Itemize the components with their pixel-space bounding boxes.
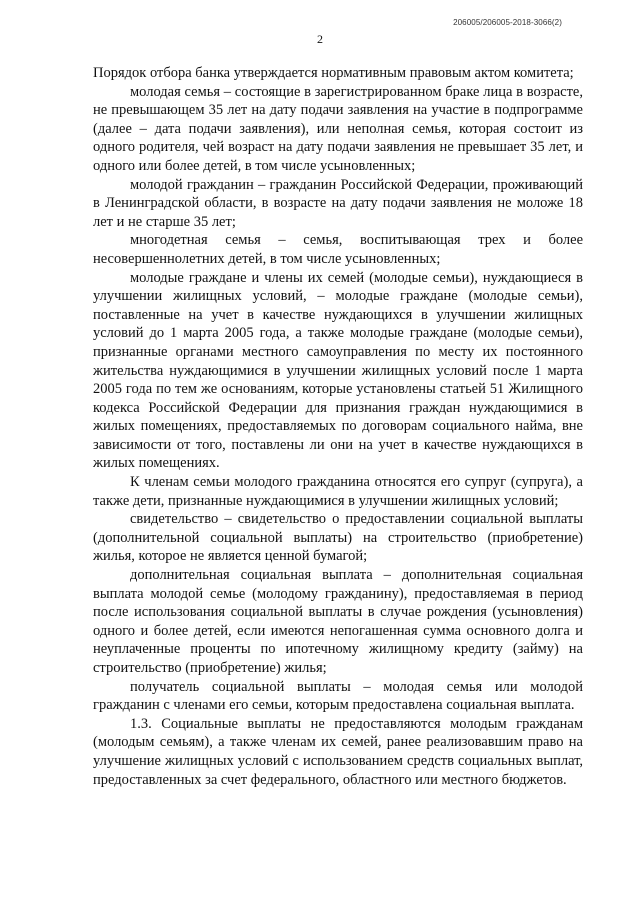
paragraph: молодой гражданин – гражданин Российской Федерации, проживающий в Ленинградской области, в возрасте на дату подачи заявления не моложе 18 лет и не старше 35 лет; [93,176,583,230]
paragraph: свидетельство – свидетельство о предоставлении социальной выплаты (дополнительной социальной выплаты) на строительство (приобретение) жилья, которое не является ценной бумагой; [93,511,583,565]
document-body [93,64,583,789]
paragraph: многодетная семья – семья, воспитывающая трех и более несовершеннолетних детей, в том числе усыновленных; [93,232,583,267]
paragraph: получатель социальной выплаты – молодая семья или молодой гражданин с членами его семьи, которым предоставлена социальная выплата. [93,678,583,714]
paragraph: 1.3. Социальные выплаты не предоставляются молодым гражданам (молодым семьям), а также членам их семей, ранее реализовавшим право на улучшение жилищных условий с использованием средств социальных выплат, предоставленных за счет федерального, областного или местного бюджетов. [93,715,583,788]
page-number: 2 [317,32,323,46]
document-id-stamp: 206005/206005-2018-3066(2) [453,18,562,27]
paragraph: дополнительная социальная выплата – дополнительная социальная выплата молодой семье (молодому гражданину), предоставляемая в период после использования социальной выплаты в случае рождения (усыновления) одного и более детей, если имеются непогашенная сумма основного долга и неуплаченные проценты по ипотечному жилищному кредиту (займу) на строительство (приобретение) жилья; [93,567,583,676]
paragraph: Порядок отбора банка утверждается нормативным правовым актом комитета; [93,65,574,81]
paragraph: молодые граждане и члены их семей (молодые семьи), нуждающиеся в улучшении жилищных условий, – молодые граждане (молодые семьи), поставленные на учет в качестве нуждающихся в улучшении жилищных условий до 1 марта 2005 года, а также молодые граждане (молодые семьи), признанные органами местного самоуправления по месту их постоянного жительства нуждающимися в улучшении жилищных условий после 1 марта 2005 года по тем же основаниям, которые установлены статьей 51 Жилищного кодекса Российской Федерации для признания граждан нуждающимися в жилых помещениях, предоставляемых по договорам социального найма, вне зависимости от того, поставлены ли они на учет в качестве нуждающихся в жилых помещениях. [93,269,583,472]
paragraph: К членам семьи молодого гражданина относятся его супруг (супруга), а также дети, признанные нуждающимися в улучшении жилищных условий; [93,474,583,509]
paragraph: молодая семья – состоящие в зарегистрированном браке лица в возрасте, не превышающем 35 лет на дату подачи заявления на участие в подпрограмме (далее – дата подачи заявления), или неполная семья, которая состоит из одного родителя, чей возраст на дату подачи заявления не превышает 35 лет, и одного или более детей, в том числе усыновленных; [93,83,583,174]
